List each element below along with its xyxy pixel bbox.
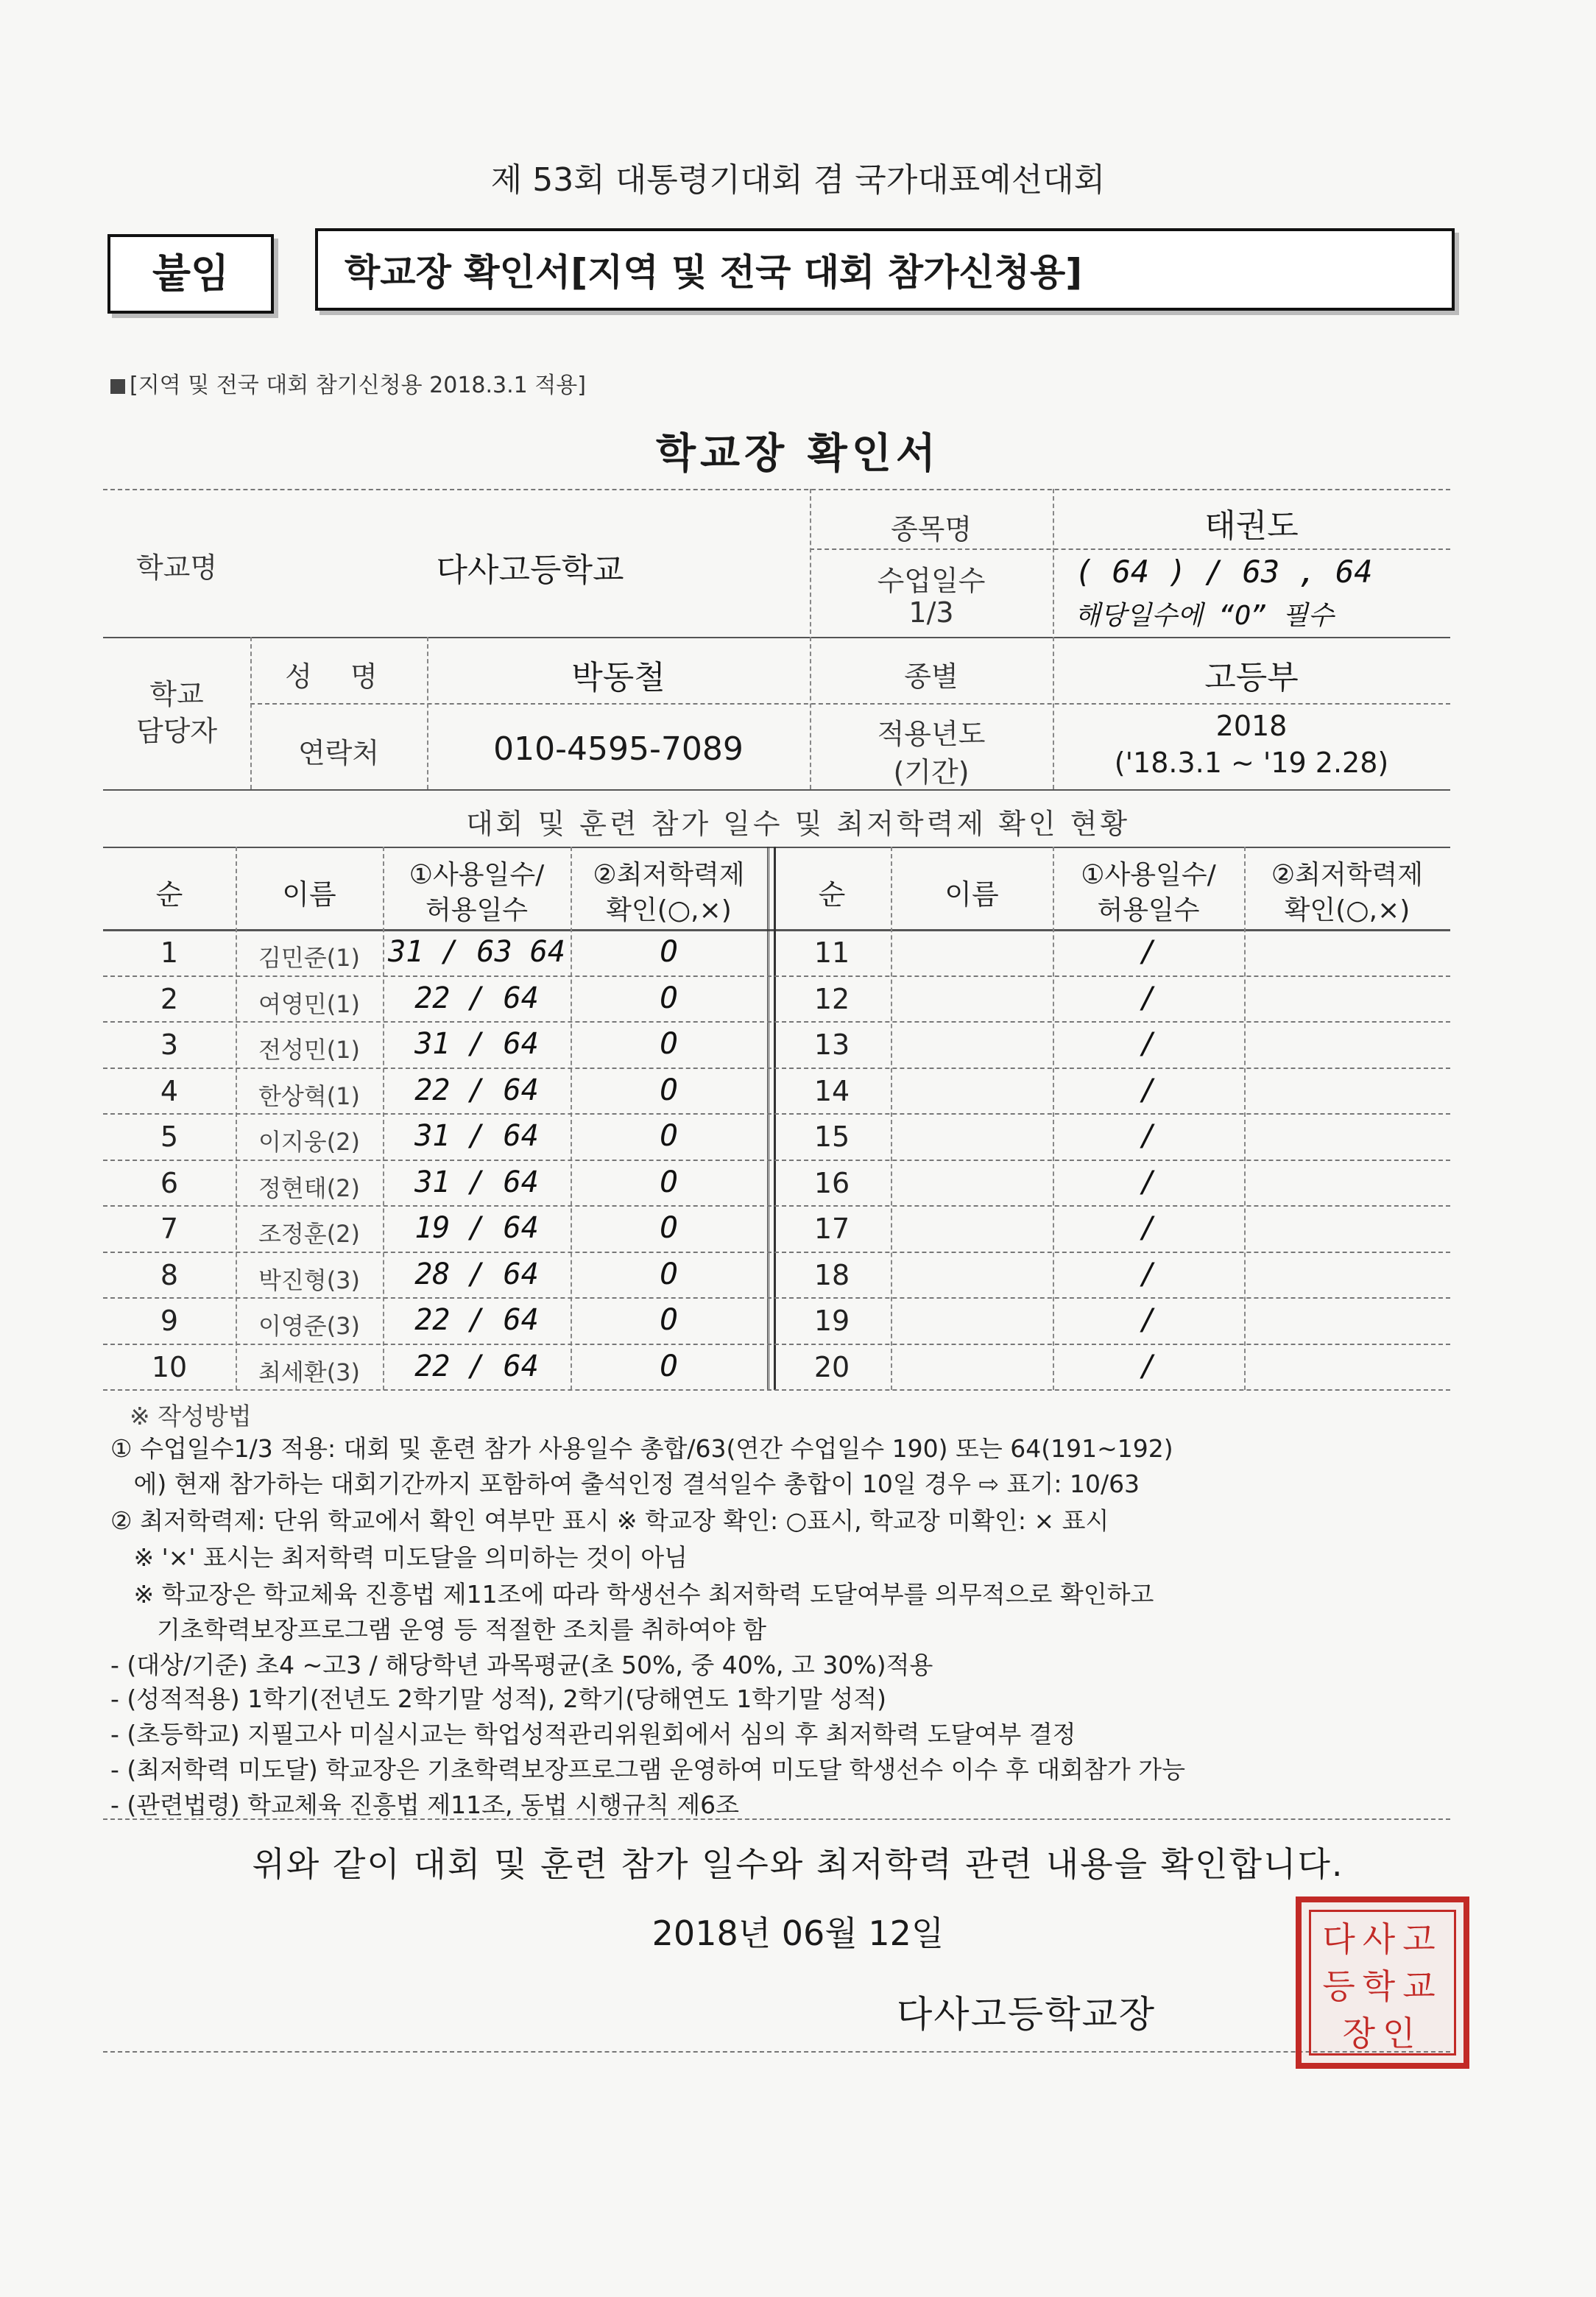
row-divider xyxy=(103,1205,1450,1207)
student-name: 김민준(1) xyxy=(258,944,361,972)
used-days: 22 / 64 xyxy=(414,1303,539,1337)
academic-check: O xyxy=(660,1027,678,1061)
used-days: 19 / 64 xyxy=(414,1211,539,1245)
row-divider xyxy=(103,1389,1450,1391)
row-number: 16 xyxy=(813,1166,850,1199)
header-name-right: 이름 xyxy=(944,878,999,911)
academic-check: O xyxy=(660,1119,678,1153)
row-number: 4 xyxy=(160,1074,179,1107)
phone-label: 연락처 xyxy=(297,737,380,769)
academic-check: O xyxy=(660,935,678,969)
row-number: 2 xyxy=(160,982,179,1015)
student-name: 박진형(3) xyxy=(258,1266,361,1294)
row-number: 5 xyxy=(160,1121,179,1153)
row-number: 15 xyxy=(813,1121,850,1153)
signer-name: 다사고등학교장 xyxy=(897,1993,1157,2036)
school-value: 다사고등학교 xyxy=(436,551,624,589)
row-divider xyxy=(103,1344,1450,1345)
year-value: 2018 xyxy=(1215,710,1288,742)
divider xyxy=(103,789,1450,791)
academic-check: O xyxy=(660,1073,678,1107)
student-name: 조정훈(2) xyxy=(258,1220,361,1248)
used-days: / xyxy=(1139,1073,1158,1107)
days-hint: 해당일수에 “O” 필수 xyxy=(1075,601,1334,631)
attachment-title: 학교장 확인서[지역 및 전국 대회 참가신청용] xyxy=(315,228,1455,311)
academic-check: O xyxy=(660,1303,678,1337)
academic-check: O xyxy=(660,981,678,1015)
header-days-right-2: 허용일수 xyxy=(1097,895,1200,925)
notes-heading: ※ 작성방법 xyxy=(130,1402,252,1430)
row-number: 17 xyxy=(813,1213,850,1245)
used-days: 22 / 64 xyxy=(414,1349,539,1383)
event-title: 제 53회 대통령기대회 겸 국가대표예선대회 xyxy=(490,161,1106,199)
note-line: 기초학력보장프로그램 운영 등 적절한 조치를 취하여야 함 xyxy=(110,1615,766,1644)
square-bullet-icon xyxy=(110,379,125,394)
note-line: - (성적적용) 1학기(전년도 2학기말 성적), 2학기(당해연도 1학기말 성적) xyxy=(110,1684,887,1713)
row-number: 7 xyxy=(160,1213,179,1245)
header-days: ①사용일수/ xyxy=(409,860,545,890)
row-number: 3 xyxy=(160,1028,179,1061)
divider xyxy=(810,548,1450,550)
row-divider xyxy=(103,1068,1450,1069)
phone-value: 010-4595-7089 xyxy=(493,730,744,768)
row-number: 12 xyxy=(813,982,850,1015)
header-days-2: 허용일수 xyxy=(425,895,529,925)
table-caption: 대회 및 훈련 참가 일수 및 최저학력제 확인 현황 xyxy=(465,808,1131,840)
row-number: 20 xyxy=(813,1350,850,1383)
note-line: ② 최저학력제: 단위 학교에서 확인 여부만 표시 ※ 학교장 확인: ○표시, 학교장 미확인: × 표시 xyxy=(110,1506,1109,1535)
contact-group-label-2: 담당자 xyxy=(135,715,218,747)
row-divider xyxy=(103,1160,1450,1161)
division-label: 종별 xyxy=(904,660,958,693)
divider xyxy=(103,489,1450,490)
used-days: 22 / 64 xyxy=(414,1073,539,1107)
row-divider xyxy=(103,1021,1450,1023)
name-label: 성 명 xyxy=(285,660,392,693)
row-number: 11 xyxy=(813,936,850,969)
student-name: 이영준(3) xyxy=(258,1312,361,1340)
note-line: 에) 현재 참가하는 대회기간까지 포함하여 출석인정 결석일수 총합이 10일 경우 ⇨ 표기: 10/63 xyxy=(110,1469,1140,1498)
divider xyxy=(1244,847,1246,1390)
divider xyxy=(250,703,1450,705)
form-title: 학교장 확인서 xyxy=(655,430,941,478)
note-line: ① 수업일수1/3 적용: 대회 및 훈련 참가 사용일수 총합/63(연간 수업일수 190) 또는 64(191~192) xyxy=(110,1434,1173,1463)
note-line: - (최저학력 미도달) 학교장은 기초학력보장프로그램 운영하여 미도달 학생선수 이수 후 대회참가 가능 xyxy=(110,1755,1186,1784)
used-days: 31 / 64 xyxy=(414,1165,539,1199)
used-days: / xyxy=(1139,1303,1158,1337)
used-days: / xyxy=(1139,1349,1158,1383)
used-days: / xyxy=(1139,1119,1158,1153)
used-days: / xyxy=(1139,935,1158,969)
row-number: 13 xyxy=(813,1028,850,1061)
row-number: 18 xyxy=(813,1258,850,1291)
school-seal xyxy=(1296,1896,1469,2069)
used-days: / xyxy=(1139,1027,1158,1061)
row-number: 6 xyxy=(160,1166,179,1199)
header-check-right: ②최저학력제 xyxy=(1271,860,1424,890)
used-days: 31 / 63 64 xyxy=(388,935,565,969)
school-label: 학교명 xyxy=(135,551,218,584)
row-number: 9 xyxy=(160,1305,179,1337)
academic-check: O xyxy=(660,1349,678,1383)
header-check-right-2: 확인(○,×) xyxy=(1284,895,1410,925)
header-no: 순 xyxy=(155,878,183,911)
row-divider xyxy=(103,1113,1450,1115)
seal-text: 다사고등학교장인 xyxy=(1322,1919,1443,2053)
days-label: 수업일수 xyxy=(877,565,986,597)
days-label-ratio: 1/3 xyxy=(908,596,954,629)
used-days: 28 / 64 xyxy=(414,1257,539,1291)
header-check: ②최저학력제 xyxy=(593,860,745,890)
apply-note xyxy=(110,367,586,399)
academic-check: O xyxy=(660,1165,678,1199)
attachment-tag: 붙임 xyxy=(107,234,274,314)
used-days: / xyxy=(1139,981,1158,1015)
row-divider xyxy=(103,975,1450,977)
sport-value: 태권도 xyxy=(1204,507,1299,545)
used-days: 22 / 64 xyxy=(414,981,539,1015)
name-value: 박동철 xyxy=(571,659,665,696)
row-number: 10 xyxy=(151,1350,188,1383)
row-number: 19 xyxy=(813,1305,850,1337)
header-days-right: ①사용일수/ xyxy=(1081,860,1216,890)
academic-check: O xyxy=(660,1211,678,1245)
student-name: 정현태(2) xyxy=(258,1174,361,1202)
divider xyxy=(103,1818,1450,1820)
year-label: 적용년도 xyxy=(877,718,986,750)
note-line: - (대상/기준) 초4 ~고3 / 해당학년 과목평균(초 50%, 중 40%, 고 30%)적용 xyxy=(110,1651,933,1679)
used-days: / xyxy=(1139,1257,1158,1291)
division-value: 고등부 xyxy=(1204,659,1299,696)
used-days: / xyxy=(1139,1165,1158,1199)
student-name: 전성민(1) xyxy=(258,1036,361,1064)
header-no-right: 순 xyxy=(818,878,846,911)
divider xyxy=(891,847,892,1390)
table-top-border xyxy=(103,847,1450,848)
divider xyxy=(103,637,1450,638)
sport-label: 종목명 xyxy=(890,513,972,546)
confirm-date: 2018년 06월 12일 xyxy=(652,1913,944,1953)
header-name: 이름 xyxy=(282,878,336,911)
student-name: 여영민(1) xyxy=(258,989,361,1018)
divider xyxy=(103,2051,1450,2053)
student-name: 한상혁(1) xyxy=(258,1082,361,1110)
apply-note-text: [지역 및 전국 대회 참기신청용 2018.3.1 적용] xyxy=(130,373,586,398)
academic-check: O xyxy=(660,1257,678,1291)
row-number: 1 xyxy=(160,936,179,969)
row-number: 8 xyxy=(160,1258,179,1291)
student-name: 이지웅(2) xyxy=(258,1128,361,1156)
used-days: 31 / 64 xyxy=(414,1119,539,1153)
row-divider xyxy=(103,1297,1450,1299)
confirm-text: 위와 같이 대회 및 훈련 참가 일수와 최저학력 관련 내용을 확인합니다. xyxy=(252,1844,1344,1884)
note-line: ※ '×' 표시는 최저학력 미도달을 의미하는 것이 아님 xyxy=(110,1543,688,1572)
year-label-2: (기간) xyxy=(893,756,970,788)
days-value: ( 64 ) / 63 , 64 xyxy=(1075,554,1373,590)
note-line: - (관련법령) 학교체육 진흥법 제11조, 동법 시행규칙 제6조 xyxy=(110,1790,739,1819)
note-line: - (초등학교) 지필고사 미실시교는 학업성적관리위원회에서 심의 후 최저학력 도달여부 결정 xyxy=(110,1720,1076,1749)
row-number: 14 xyxy=(813,1074,850,1107)
note-line: ※ 학교장은 학교체육 진흥법 제11조에 따라 학생선수 최저학력 도달여부를 의무적으로 확인하고 xyxy=(110,1580,1154,1609)
header-check-2: 확인(○,×) xyxy=(606,895,732,925)
row-divider xyxy=(103,1252,1450,1253)
table-header-border xyxy=(103,929,1450,931)
year-period: ('18.3.1 ~ '19 2.28) xyxy=(1114,747,1389,779)
student-name: 최세환(3) xyxy=(258,1358,361,1386)
contact-group-label: 학교 xyxy=(149,678,204,710)
used-days: 31 / 64 xyxy=(414,1027,539,1061)
used-days: / xyxy=(1139,1211,1158,1245)
